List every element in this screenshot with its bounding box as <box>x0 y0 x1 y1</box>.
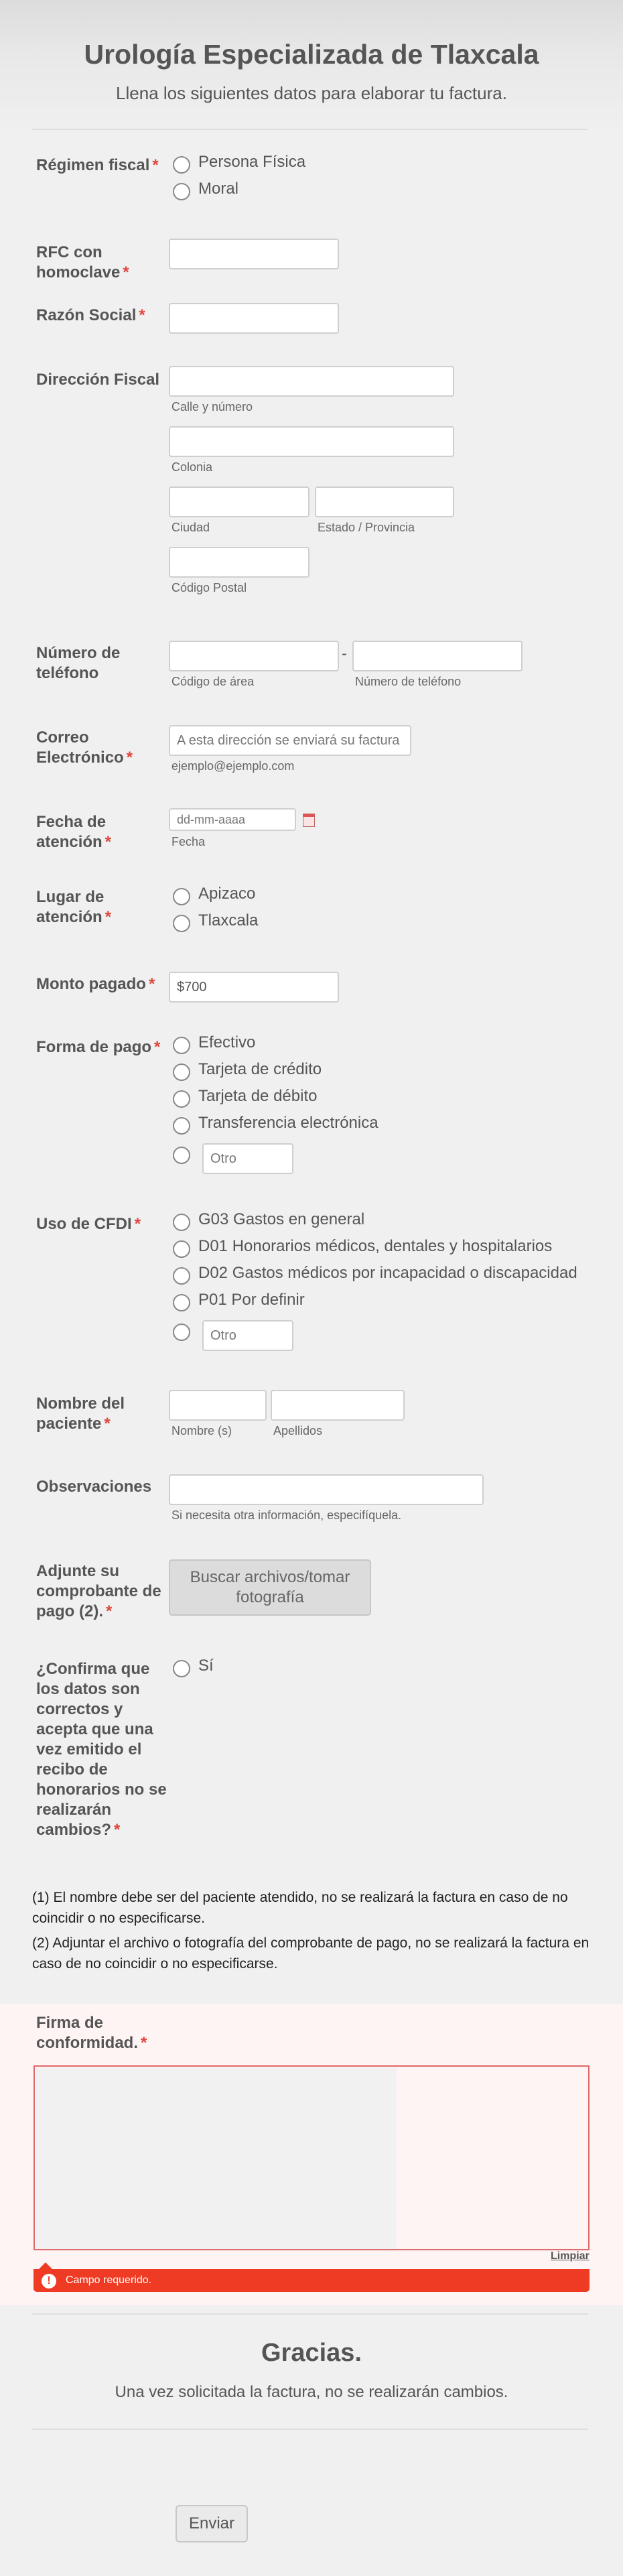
email-input[interactable] <box>169 725 411 756</box>
thanks-top-divider <box>32 2313 588 2315</box>
signature-error-message: Campo requerido. <box>33 2269 590 2292</box>
calendar-icon[interactable] <box>303 814 315 827</box>
regimen-fisica-label: Persona Física <box>198 153 306 171</box>
monto-label: Monto pagado * <box>36 975 155 993</box>
phone-number-sublabel: Número de teléfono <box>355 675 462 688</box>
pago-efectivo-label: Efectivo <box>198 1033 256 1051</box>
paciente-label: Nombre del paciente * <box>36 1395 125 1433</box>
razon-label: Razón Social * <box>36 306 145 324</box>
pago-debito-radio[interactable] <box>173 1090 190 1108</box>
email-sublabel: ejemplo@ejemplo.com <box>171 759 295 773</box>
thanks-subtitle: Una vez solicitada la factura, no se realizarán cambios. <box>115 2383 508 2401</box>
street-sublabel: Calle y número <box>171 400 253 413</box>
submit-button[interactable]: Enviar <box>176 2505 248 2542</box>
phone-number-input[interactable] <box>352 641 523 671</box>
cfdi-label: Uso de CFDI * <box>36 1215 141 1233</box>
cfdi-d02-label: D02 Gastos médicos por incapacidad o discapacidad <box>198 1264 577 1282</box>
cfdi-d01-label: D01 Honorarios médicos, dentales y hospitalarios <box>198 1237 553 1255</box>
razon-input[interactable] <box>169 303 339 334</box>
error-icon: ! <box>42 2274 56 2289</box>
observaciones-input[interactable] <box>169 1474 484 1505</box>
pago-efectivo-radio[interactable] <box>173 1037 190 1054</box>
area-code-input[interactable] <box>169 641 339 671</box>
pago-otro-radio[interactable] <box>173 1147 190 1164</box>
observaciones-label: Observaciones <box>36 1478 152 1496</box>
regimen-label: Régimen fiscal * <box>36 156 159 174</box>
city-input[interactable] <box>169 487 309 517</box>
correo-label: Correo Electrónico * <box>36 728 133 767</box>
pago-otro-placeholder: Otro <box>210 1151 236 1166</box>
upload-file-button[interactable]: Buscar archivos/tomar fotografía <box>169 1559 371 1616</box>
cfdi-d01-radio[interactable] <box>173 1240 190 1258</box>
form-subtitle: Llena los siguientes datos para elaborar tu factura. <box>116 83 507 103</box>
zip-input[interactable] <box>169 547 309 578</box>
thanks-bottom-divider <box>32 2429 588 2430</box>
regimen-fisica-radio[interactable] <box>173 156 190 174</box>
phone-separator: - <box>342 645 347 663</box>
pago-transferencia-radio[interactable] <box>173 1117 190 1135</box>
patient-last-name-input[interactable] <box>271 1390 405 1421</box>
pago-credito-radio[interactable] <box>173 1064 190 1081</box>
note-1: (1) El nombre debe ser del paciente atendido, no se realizará la factura en caso de no coincidir o no especificarse. <box>32 1890 568 1926</box>
date-sublabel: Fecha <box>171 835 206 848</box>
lugar-tlaxcala-radio[interactable] <box>173 915 190 932</box>
patient-last-name-sublabel: Apellidos <box>273 1424 323 1437</box>
signature-box[interactable] <box>33 2065 590 2250</box>
note-2: (2) Adjuntar el archivo o fotografía del comprobante de pago, no se realizará la factura en caso de no coincidir o no especificarse. <box>32 1935 590 1972</box>
form-title: Urología Especializada de Tlaxcala <box>84 39 539 70</box>
direccion-label: Dirección Fiscal <box>36 371 160 389</box>
cfdi-otro-input[interactable] <box>202 1320 293 1351</box>
header-divider <box>32 129 588 130</box>
observaciones-sublabel: Si necesita otra información, especifíquela. <box>171 1508 402 1522</box>
zip-sublabel: Código Postal <box>171 581 247 594</box>
error-notch <box>39 2262 52 2269</box>
date-placeholder: dd-mm-aaaa <box>177 812 246 826</box>
city-sublabel: Ciudad <box>171 521 210 534</box>
state-input[interactable] <box>315 487 454 517</box>
area-code-sublabel: Código de área <box>171 675 255 688</box>
regimen-moral-radio[interactable] <box>173 183 190 200</box>
confirma-si-checkbox[interactable] <box>173 1660 190 1677</box>
cfdi-d02-radio[interactable] <box>173 1267 190 1285</box>
lugar-label: Lugar de atención * <box>36 888 112 926</box>
confirma-label: ¿Confirma que los datos son correctos y acepta que una vez emitido el recibo de honorarios no se realizarán cambios? * <box>36 1660 167 1839</box>
colonia-sublabel: Colonia <box>171 460 213 474</box>
clear-signature-link[interactable]: Limpiar <box>551 2250 590 2262</box>
thanks-title: Gracias. <box>261 2339 362 2367</box>
cfdi-p01-radio[interactable] <box>173 1294 190 1311</box>
rfc-input[interactable] <box>169 239 339 269</box>
comprobante-label: Adjunte su comprobante de pago (2). * <box>36 1562 161 1620</box>
fecha-label: Fecha de atención * <box>36 813 112 851</box>
pago-otro-input[interactable] <box>202 1143 293 1174</box>
pago-debito-label: Tarjeta de débito <box>198 1087 318 1105</box>
patient-first-name-sublabel: Nombre (s) <box>171 1424 232 1437</box>
street-input[interactable] <box>169 366 454 397</box>
lugar-apizaco-label: Apizaco <box>198 885 256 903</box>
email-placeholder: A esta dirección se enviará su factura <box>177 732 400 748</box>
amount-input[interactable]: $700 <box>169 972 339 1003</box>
telefono-label: Número de teléfono <box>36 644 121 682</box>
patient-first-name-input[interactable] <box>169 1390 267 1421</box>
forma-pago-label: Forma de pago * <box>36 1038 161 1056</box>
firma-label: Firma de conformidad. * <box>36 2014 147 2052</box>
cfdi-g03-radio[interactable] <box>173 1214 190 1231</box>
confirma-si-label: Sí <box>198 1657 214 1675</box>
regimen-moral-label: Moral <box>198 180 239 198</box>
lugar-tlaxcala-label: Tlaxcala <box>198 911 259 929</box>
pago-credito-label: Tarjeta de crédito <box>198 1060 322 1078</box>
pago-transferencia-label: Transferencia electrónica <box>198 1114 378 1132</box>
cfdi-p01-label: P01 Por definir <box>198 1291 305 1309</box>
state-sublabel: Estado / Provincia <box>318 521 415 534</box>
colonia-input[interactable] <box>169 426 454 457</box>
date-input[interactable] <box>169 808 296 831</box>
cfdi-g03-label: G03 Gastos en general <box>198 1210 365 1228</box>
rfc-label: RFC con homoclave * <box>36 243 129 281</box>
cfdi-otro-placeholder: Otro <box>210 1328 236 1343</box>
cfdi-otro-radio[interactable] <box>173 1324 190 1341</box>
signature-canvas[interactable] <box>36 2068 397 2249</box>
lugar-apizaco-radio[interactable] <box>173 888 190 905</box>
